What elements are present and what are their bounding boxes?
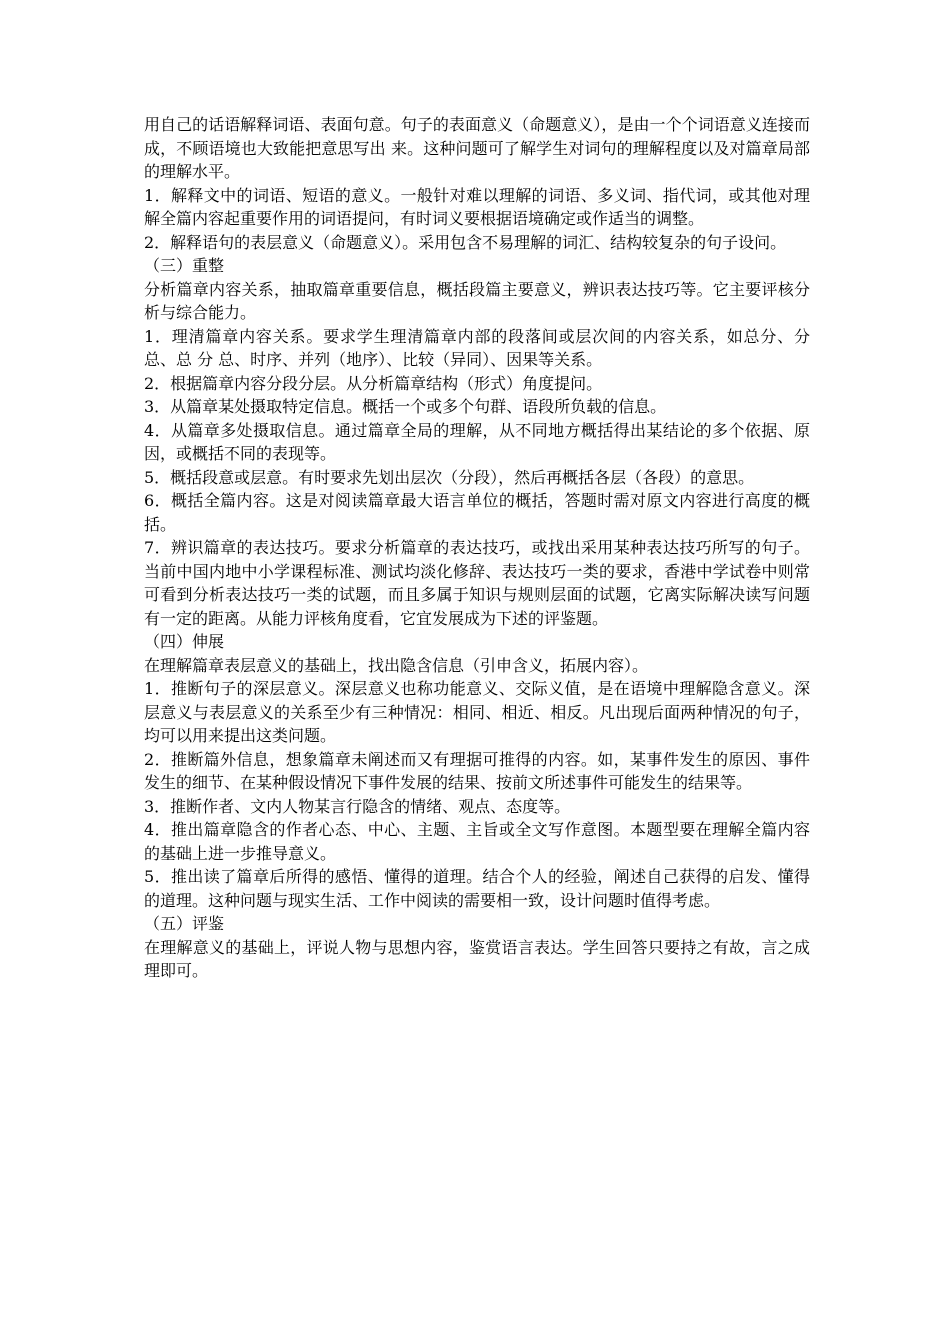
section-intro: 在理解意义的基础上，评说人物与思想内容，鉴赏语言表达。学生回答只要持之有故，言之成理即可。 <box>144 937 810 980</box>
intro-paragraph: 用自己的话语解释词语、表面句意。句子的表面意义（命题意义），是由一个个词语意义连接而成，不顾语境也大致能把意思写出 来。这种问题可了解学生对词句的理解程度以及对篇章局部的理解水平。 <box>144 115 810 181</box>
section-intro: 在理解篇章表层意义的基础上，找出隐含信息（引申含义，拓展内容）。 <box>144 655 649 675</box>
list-item: 1．解释文中的词语、短语的意义。一般针对难以理解的词语、多义词、指代词，或其他对理解全篇内容起重要作用的词语提问，有时词义要根据语境确定或作适当的调整。 <box>144 185 810 228</box>
list-item: 3．推断作者、文内人物某言行隐含的情绪、观点、态度等。 <box>144 796 571 816</box>
list-item: 6．概括全篇内容。这是对阅读篇章最大语言单位的概括，答题时需对原文内容进行高度的概括。 <box>144 491 810 534</box>
list-item: 5．概括段意或层意。有时要求先划出层次（分段），然后再概括各层（各段）的意思。 <box>144 467 755 487</box>
list-item: 4．从篇章多处摄取信息。通过篇章全局的理解，从不同地方概括得出某结论的多个依据、原因，或概括不同的表现等。 <box>144 420 810 463</box>
list-item: 4．推出篇章隐含的作者心态、中心、主题、主旨或全文写作意图。本题型要在理解全篇内容的基础上进一步推导意义。 <box>144 820 810 863</box>
section-intro: 分析篇章内容关系，抽取篇章重要信息，概括段篇主要意义，辨识表达技巧等。它主要评核分析与综合能力。 <box>144 279 810 322</box>
section-heading: （五）评鉴 <box>144 914 225 933</box>
list-item: 1．理清篇章内容关系。要求学生理清篇章内部的段落间或层次间的内容关系，如总分、分总、总 分 总、时序、并列（地序）、比较（异同）、因果等关系。 <box>144 326 810 369</box>
list-item: 3．从篇章某处摄取特定信息。概括一个或多个句群、语段所负载的信息。 <box>144 397 667 416</box>
list-item: 5．推出读了篇章后所得的感悟、懂得的道理。结合个人的经验，阐述自己获得的启发、懂得的道理。这种问题与现实生活、工作中阅读的需要相一致，设计问题时值得考虑。 <box>144 867 810 910</box>
list-item: 2．推断篇外信息，想象篇章未阐述而又有理据可推得的内容。如，某事件发生的原因、事件发生的细节、在某种假设情况下事件发展的结果、按前文所述事件可能发生的结果等。 <box>144 749 810 792</box>
section-heading: （三）重整 <box>144 256 225 275</box>
section-heading: （四）伸展 <box>144 632 225 651</box>
list-item: 2．根据篇章内容分段分层。从分析篇章结构（形式）角度提问。 <box>144 373 603 393</box>
list-item: 2．解释语句的表层意义（命题意义）。采用包含不易理解的词汇、结构较复杂的句子设问。 <box>144 232 787 252</box>
list-item: 1．推断句子的深层意义。深层意义也称功能意义、交际义值，是在语境中理解隐含意义。深层意义与表层意义的关系至少有三种情况：相同、相近、相反。凡出现后面两种情况的句子，均可以用来提出这类问题。 <box>144 679 810 745</box>
document-body <box>144 113 810 983</box>
list-item: 7．辨识篇章的表达技巧。要求分析篇章的表达技巧，或找出采用某种表达技巧所写的句子。当前中国内地中小学课程标准、测试均淡化修辞、表达技巧一类的要求，香港中学试卷中则常可看到分析表达技巧一类的试题，而且多属于知识与规则层面的试题，它离实际解决读写问题有一定的距离。从能力评核角度看，它宜发展成为下述的评鉴题。 <box>144 538 810 628</box>
